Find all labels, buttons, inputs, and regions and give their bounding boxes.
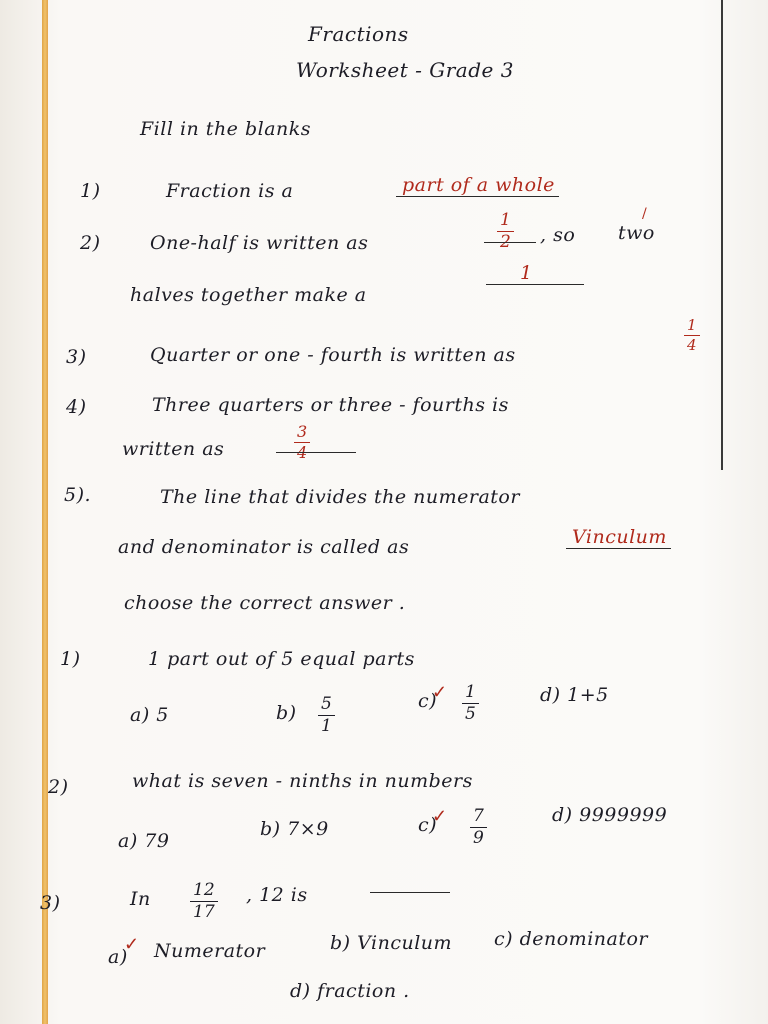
choose-q1-option-c-fraction [462,684,479,723]
choose-q1-option-b-denominator: 1 [321,716,332,736]
choose-q1-option-d: d) 1+5 [540,684,609,706]
fill-q4-answer-numerator: 3 [294,424,310,443]
choose-q1-option-c-label: c) [418,690,438,712]
worksheet-title: Fractions [308,22,409,46]
fill-q1-text: Fraction is a [166,180,294,202]
fill-q3-number: 3) [66,346,87,368]
choose-q3-text-a: In [130,888,151,910]
choose-q1-option-c-denominator: 5 [465,704,476,724]
fill-q1-number: 1) [80,180,101,202]
choose-q1-number: 1) [60,648,81,670]
checkmark-icon: ✓ [432,682,448,703]
choose-q3-option-c: c) denominator [494,928,648,950]
choose-q3-option-a: Numerator [154,940,266,962]
right-margin-rule [721,0,723,470]
choose-q3-text-b: , 12 is [246,884,308,906]
choose-q1-option-b-label: b) [276,702,297,724]
choose-q3-numerator: 12 [190,882,218,902]
margin-line [42,0,48,1024]
checkmark-icon: ✓ [124,934,140,955]
choose-q2-option-c-fraction [470,808,487,847]
choose-q2-option-b: b) 7×9 [260,818,329,840]
choose-q2-option-d: d) 9999999 [552,804,668,826]
fill-q4-text-b: written as [122,438,225,460]
choose-q2-option-a: a) 79 [118,830,170,852]
fill-q4-number: 4) [66,396,87,418]
choose-q1-option-b-numerator: 5 [318,696,335,716]
choose-q1-option-c-numerator: 1 [462,684,479,704]
choose-q2-number: 2) [48,776,69,798]
correction-mark-icon: / [642,206,647,222]
fill-q5-text-b: and denominator is called as [118,536,410,558]
fill-q2-answer-numerator: 1 [497,212,514,232]
choose-q2-option-c-label: c) [418,814,438,836]
fill-q2-answer-b: 1 [520,262,533,284]
choose-q1-option-b-fraction [318,696,335,735]
fill-q3-answer-denominator: 4 [687,336,697,354]
choose-q3-denominator: 17 [193,902,215,922]
fill-q4-answer-denominator: 4 [297,443,308,462]
worksheet-subtitle: Worksheet - Grade 3 [296,58,514,82]
fill-q4-answer-fraction [294,424,310,461]
fill-q2-text-b: halves together make a [130,284,367,306]
fill-q2-mid: , so [540,224,576,246]
fill-q3-text: Quarter or one - fourth is written as [150,344,516,366]
choose-q2-option-c-numerator: 7 [470,808,487,828]
choose-q3-option-a-label: a) [108,946,128,968]
fill-q5-text-a: The line that divides the numerator [160,486,520,508]
fill-q2-two: two [618,222,655,244]
fill-q2-answer-denominator: 2 [500,232,511,252]
fill-q3-answer-fraction [684,318,700,353]
choose-q1-text: 1 part out of 5 equal parts [148,648,415,670]
fill-q2-answer-fraction [497,212,514,251]
choose-q3-option-b: b) Vinculum [330,932,453,954]
choose-q3-number: 3) [40,892,61,914]
fill-q5-number: 5). [64,484,92,506]
choose-q2-text: what is seven - ninths in numbers [132,770,473,792]
fill-q2-blank-a [484,242,536,243]
choose-q2-option-c-denominator: 9 [473,828,484,848]
choose-heading: choose the correct answer . [124,592,406,614]
fill-q5-answer: Vinculum [566,526,671,549]
choose-q1-option-a: a) 5 [130,704,169,726]
fill-q2-number: 2) [80,232,101,254]
choose-q3-fraction [190,882,218,921]
fill-blanks-heading: Fill in the blanks [140,118,312,140]
fill-q4-blank [276,452,356,453]
fill-q2-text-a: One-half is written as [150,232,369,254]
choose-q3-option-d: d) fraction . [290,980,410,1002]
checkmark-icon: ✓ [432,806,448,827]
fill-q4-text-a: Three quarters or three - fourths is [152,394,509,416]
choose-q3-blank [370,892,450,893]
fill-q2-blank-b [486,284,584,285]
fill-q3-answer-numerator: 1 [684,318,700,336]
fill-q1-answer: part of a whole [396,174,559,197]
